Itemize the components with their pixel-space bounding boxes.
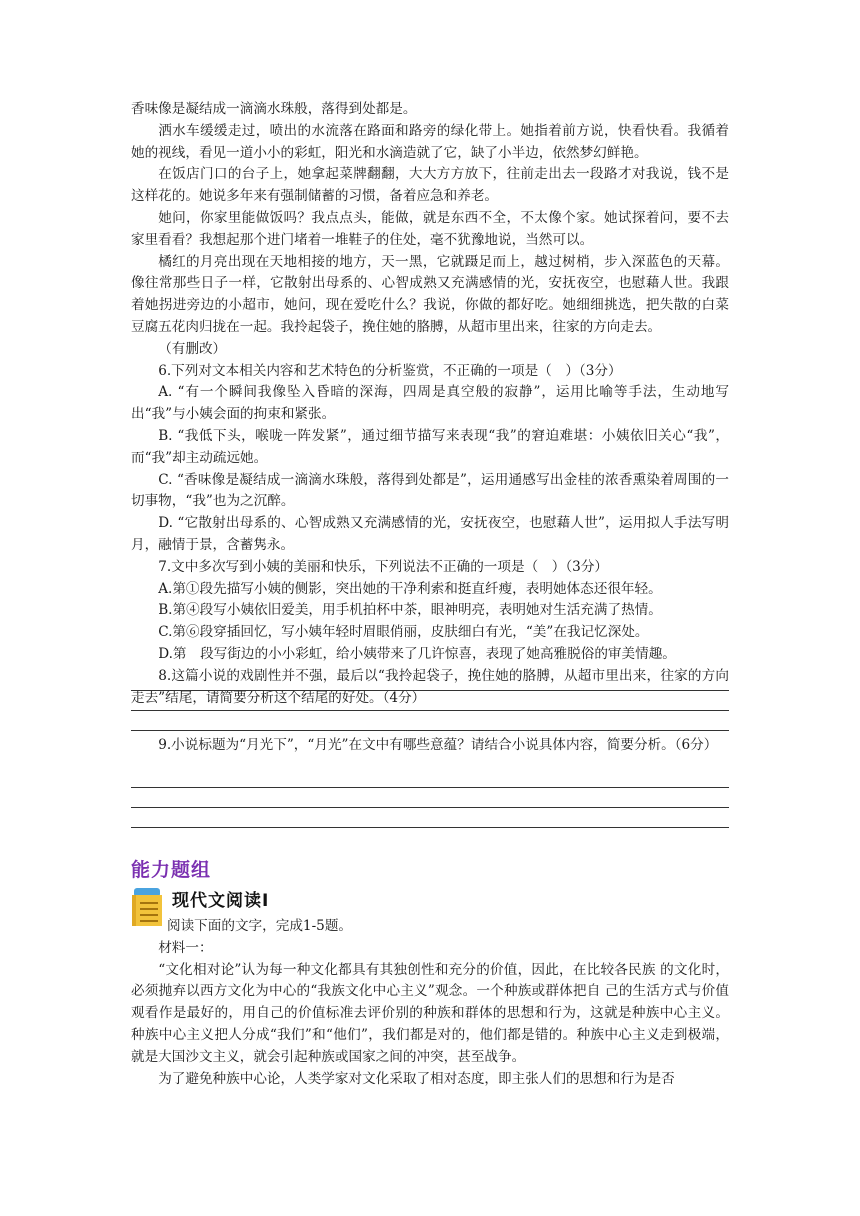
- answer-line: [131, 787, 729, 788]
- question-6-option-c: C. “香味像是凝结成一滴滴水珠般，落得到处都是”，运用通感写出金桂的浓香熏染着周围的一切事物，“我”也为之沉醉。: [131, 471, 729, 510]
- reading-material: [131, 916, 729, 1090]
- answer-line: [131, 690, 729, 691]
- question-9: [131, 735, 729, 757]
- paragraph: “文化相对论”认为每一种文化都具有其独创性和充分的价值，因此，在比较各民族 的文化时，必须抛弃以西方文化为中心的“我族文化中心主义”观念。一个种族或群体把自 己的生活方式与价值观看作是最好的，用自己的价值标准去评价别的种族和群体的思想和行为，这就是种族中心主义。种族中心主义把人分成“我们”和“他们”，我们都是对的，他们都是错的。种族中心主义走到极端，就是大国沙文主义，就会引起种族或国家之间的冲突，甚至战争。: [131, 961, 729, 1065]
- story-excerpt: [131, 99, 729, 709]
- subsection-title: 现代文阅读Ⅰ: [172, 891, 270, 911]
- answer-line: [131, 807, 729, 808]
- section-title: 能力题组: [131, 859, 212, 881]
- paragraph: 在饭店门口的台子上，她拿起菜牌翻翻，大大方方放下，往前走出去一段路才对我说，钱不是这样花的。她说多年来有强制储蓄的习惯，备着应急和养老。: [131, 166, 729, 205]
- question-7-option-c: C.第⑥段穿插回忆，写小姨年轻时眉眼俏丽，皮肤细白有光，“美”在我记忆深处。: [158, 624, 649, 641]
- question-8-stem: 8.这篇小说的戏剧性并不强，最后以“我拎起袋子，挽住她的胳膊，从超市里出来，往家的方向走去”结尾，请简要分析这个结尾的好处。（4分）: [131, 667, 729, 706]
- question-6-option-a: A. “有一个瞬间我像坠入昏暗的深海，四周是真空般的寂静”，运用比喻等手法，生动地写出“我”与小姨会面的拘束和紧张。: [131, 384, 729, 423]
- question-7-option-b: B.第④段写小姨依旧爱美，用手机拍杯中茶，眼神明亮，表明她对生活充满了热情。: [158, 602, 662, 619]
- question-7-option-a: A.第①段先描写小姨的侧影，突出她的干净利索和挺直纤瘦，表明她体态还很年轻。: [158, 580, 662, 597]
- paragraph: 香味像是凝结成一滴滴水珠般，落得到处都是。: [131, 101, 417, 117]
- answer-line: [131, 730, 729, 731]
- question-9-stem: 9.小说标题为“月光下”，“月光”在文中有哪些意蕴？请结合小说具体内容，简要分析。（6分）: [158, 737, 718, 753]
- answer-line: [131, 827, 729, 828]
- question-6-stem: 6.下列对文本相关内容和艺术特色的分析鉴赏，不正确的一项是（ ）（3分）: [158, 362, 622, 379]
- question-6-option-d: D. “它散射出母系的、心智成熟又充满感情的光，安抚夜空，也慰藉人世”，运用拟人手法写明月，融情于景，含蓄隽永。: [131, 515, 729, 553]
- material-label: 材料一：: [158, 939, 213, 956]
- paragraph: 为了避免种族中心论，人类学家对文化采取了相对态度，即主张人们的思想和行为是否: [158, 1070, 675, 1087]
- source-note: （有删改）: [158, 340, 227, 357]
- question-6-option-b: B. “我低下头，喉咙一阵发紧”，通过细节描写来表现“我”的窘迫难堪：小姨依旧关心“我”，而“我”却主动疏远她。: [131, 427, 729, 466]
- instruction: 阅读下面的文字，完成1-5题。: [167, 918, 353, 934]
- question-7-option-d: D.第 段写街边的小小彩虹，给小姨带来了几许惊喜，表现了她高雅脱俗的审美情趣。: [158, 645, 676, 662]
- paragraph: 她问，你家里能做饭吗？我点点头，能做，就是东西不全，不太像个家。她试探着问，要不去家里看看？我想起那个进门堵着一堆鞋子的住处，毫不犹豫地说，当然可以。: [131, 209, 729, 248]
- paragraph: 橘红的月亮出现在天地相接的地方，天一黑，它就蹑足而上，越过树梢，步入深蓝色的天幕。像往常那些日子一样，它散射出母系的、心智成熟又充满感情的光，安抚夜空，也慰藉人世。我跟着她拐进旁边的小超市，她问，现在爱吃什么？我说，你做的都好吃。她细细挑选，把失散的白菜豆腐五花肉归拢在一起。我拎起袋子，挽住她的胳膊，从超市里出来，往家的方向走去。: [131, 253, 729, 335]
- question-7-stem: 7.文中多次写到小姨的美丽和快乐，下列说法不正确的一项是（ ）（3分）: [158, 558, 609, 575]
- answer-line: [131, 710, 729, 711]
- paragraph: 洒水车缓缓走过，喷出的水流落在路面和路旁的绿化带上。她指着前方说，快看快看。我循着她的视线，看见一道小小的彩虹，阳光和水滴造就了它，缺了小半边，依然梦幻鲜艳。: [131, 122, 729, 161]
